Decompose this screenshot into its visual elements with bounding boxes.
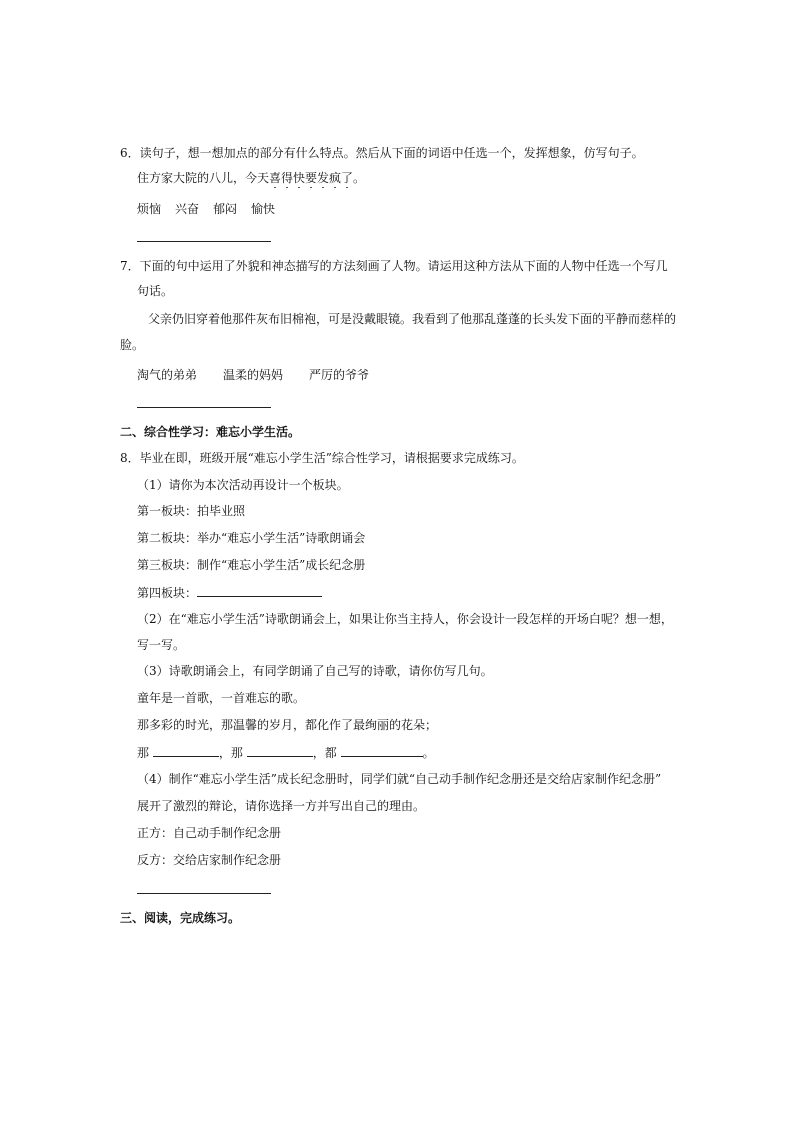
q8-pro-side: 正方：自己动手制作纪念册 — [137, 826, 282, 840]
q7-option: 淘气的弟弟 — [137, 368, 198, 382]
q6-word-list — [137, 201, 275, 217]
q8-fill-word: 那 — [137, 746, 150, 760]
q8-fill-blank-1[interactable] — [153, 744, 219, 757]
q8-part1: （1）请你为本次活动再设计一个板块。 — [137, 478, 349, 492]
q8-part2-line1: （2）在“难忘小学生活”诗歌朗诵会上，如果让你当主持人，你会设计一段怎样的开场白呢？想一想， — [137, 612, 673, 626]
q8-block4-label: 第四板块： — [137, 586, 198, 600]
q7-option: 温柔的妈妈 — [223, 368, 284, 382]
q8-poem-line1: 童年是一首歌，一首难忘的歌。 — [137, 691, 306, 705]
q6-answer-line[interactable] — [137, 241, 271, 242]
q8-fill-word: 。 — [422, 746, 435, 760]
q6-sentence-post: 。 — [353, 171, 366, 185]
q8-fill-blank-2[interactable] — [247, 744, 313, 757]
q8-block3: 第三板块：制作“难忘小学生活”成长纪念册 — [137, 558, 366, 572]
q7-option-list — [137, 367, 369, 383]
q7-option: 严厉的爷爷 — [309, 368, 370, 382]
section3-title: 三、阅读，完成练习。 — [120, 911, 241, 925]
q8-block1: 第一板块：拍毕业照 — [137, 504, 246, 518]
q8-block4 — [137, 584, 322, 601]
q8-part3: （3）诗歌朗诵会上，有同学朗诵了自己写的诗歌，请你仿写几句。 — [137, 664, 493, 678]
q8-part2-line2: 写一写。 — [137, 638, 186, 652]
q7-passage-line2: 脸。 — [120, 338, 145, 352]
q8-fill-word: ，那 — [218, 746, 243, 760]
q6-sentence-pre: 住方家大院的八儿，今天 — [137, 171, 270, 185]
q8-part4-line1: （4）制作“难忘小学生活”成长纪念册时，同学们就“自己动手制作纪念册还是交给店家制作纪念册” — [137, 772, 662, 786]
q8-block2: 第二板块：举办“难忘小学生活”诗歌朗诵会 — [137, 531, 366, 545]
q8-poem-line2: 那多彩的时光，那温馨的岁月，都化作了最绚丽的花朵； — [137, 718, 438, 732]
q6-word: 郁闷 — [213, 202, 238, 216]
q7-prompt-line2: 句话。 — [137, 284, 174, 298]
q8-part4-line2: 展开了激烈的辩论，请你选择一方并写出自己的理由。 — [137, 799, 426, 813]
q8-answer-line[interactable] — [137, 893, 271, 894]
section2-title: 二、综合性学习：难忘小学生活。 — [120, 425, 301, 439]
q8-prompt: 8．毕业在即，班级开展“难忘小学生活”综合性学习，请根据要求完成练习。 — [120, 451, 524, 465]
q6-sentence-emphasis: 喜得快要发疯了 — [269, 171, 353, 188]
q6-sentence — [137, 170, 365, 186]
q8-poem-fill — [137, 744, 435, 761]
q7-prompt-line1: 7．下面的句中运用了外貌和神态描写的方法刻画了人物。请运用这种方法从下面的人物中任选一个写几 — [120, 259, 668, 273]
q8-fill-blank-3[interactable] — [341, 744, 423, 757]
q7-passage-line1: 父亲仍旧穿着他那件灰布旧棉袍，可是没戴眼镜。我看到了他那乱蓬蓬的长头发下面的平静而慈样的 — [148, 312, 677, 326]
q8-fill-word: ，都 — [312, 746, 337, 760]
q6-word: 烦恼 — [137, 202, 162, 216]
q6-word: 兴奋 — [175, 202, 200, 216]
q7-answer-line[interactable] — [137, 407, 271, 408]
q6-word: 愉快 — [251, 202, 276, 216]
q8-con-side: 反方：交给店家制作纪念册 — [137, 853, 282, 867]
q6-prompt: 6．读句子，想一想加点的部分有什么特点。然后从下面的词语中任选一个，发挥想象，仿写句子。 — [120, 146, 644, 160]
q8-block4-blank[interactable] — [197, 584, 322, 597]
